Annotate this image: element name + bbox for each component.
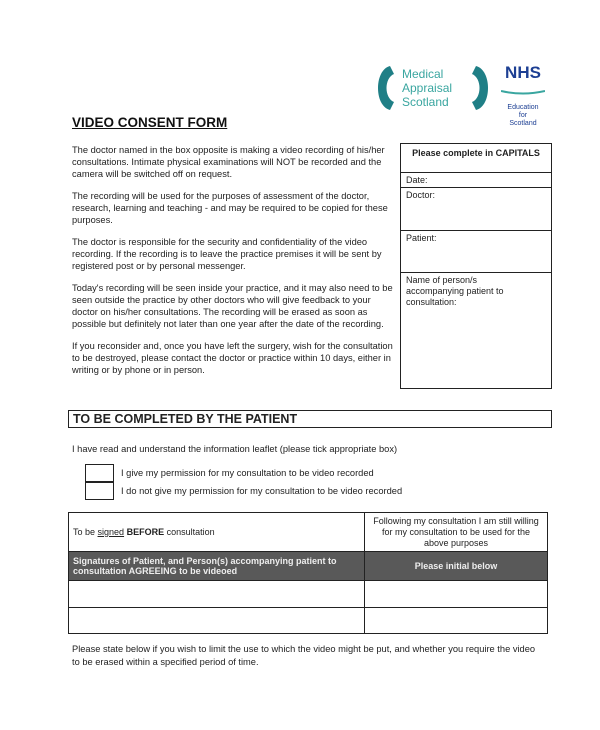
initial-field[interactable]	[365, 608, 548, 634]
initial-header: Please initial below	[365, 552, 548, 581]
nhs-sub: Education	[507, 104, 539, 111]
permission-label: I give my permission for my consultation to be video recorded	[121, 468, 374, 478]
limit-use-text: Please state below if you wish to limit the use to which the video might be put, and whether you require the video to be erased within a specified period of time.	[72, 644, 536, 667]
paragraph: The doctor named in the box opposite is making a video recording of his/her consultations. Intimate physical examinations will NOT be recorded and the camera will be switched off on request.	[72, 145, 385, 179]
intro-text	[72, 144, 397, 386]
logo-line: Scotland	[402, 95, 449, 109]
signature-field[interactable]	[69, 608, 365, 634]
page-title: VIDEO CONSENT FORM	[72, 115, 228, 130]
details-box	[400, 143, 552, 389]
text: BEFORE	[124, 527, 165, 537]
nhs-sub: for	[518, 112, 528, 119]
paragraph: If you reconsider and, once you have left the surgery, wish for the consultation to be destroyed, please contact the doctor or practice within 10 days, either in writing or by phone or in person.	[72, 341, 393, 375]
details-header: Please complete in CAPITALS	[401, 144, 551, 173]
signature-table	[68, 512, 548, 634]
before-cell	[69, 513, 365, 552]
nhs-text: NHS	[505, 63, 541, 82]
signatures-header: Signatures of Patient, and Person(s) accompanying patient to consultation AGREEING to be videoed	[69, 552, 365, 581]
section-title: TO BE COMPLETED BY THE PATIENT	[68, 410, 552, 428]
paragraph: The doctor is responsible for the security and confidentiality of the video recording. If the recording is to leave the practice premises it will be sent by registered post or by personal messenger.	[72, 237, 382, 271]
text: consultation	[164, 527, 215, 537]
doctor-field[interactable]: Doctor:	[401, 188, 551, 231]
following-cell: Following my consultation I am still willing for my consultation to be used for the above purposes	[365, 513, 548, 552]
signature-field[interactable]	[69, 581, 365, 608]
accompanying-field[interactable]: Name of person/s accompanying patient to consultation:	[406, 275, 504, 307]
read-statement: I have read and understand the information leaflet (please tick appropriate box)	[72, 444, 398, 454]
date-field[interactable]: Date:	[401, 173, 551, 188]
initial-field[interactable]	[365, 581, 548, 608]
patient-field[interactable]: Patient:	[401, 231, 551, 273]
text: signed	[97, 527, 125, 537]
nhs-sub: Scotland	[509, 120, 537, 127]
nhs-swoosh-icon	[501, 90, 545, 95]
paragraph: The recording will be used for the purposes of assessment of the doctor, research, learning and teaching - and may be required to be copied for these purposes.	[72, 191, 388, 225]
logo-text	[402, 67, 452, 109]
no-permission-label: I do not give my permission for my consultation to be video recorded	[121, 486, 403, 496]
nhs-logo	[498, 64, 548, 128]
text: To be	[73, 527, 98, 537]
permission-checkbox[interactable]	[85, 464, 114, 482]
paragraph: Today's recording will be seen inside your practice, and it may also need to be seen outside the practice by other doctors who will give feedback to your doctor on his/her consultations. The recording will be erased as soon as possible but definitely not later than one year after the date of the recording.	[72, 283, 393, 329]
no-permission-checkbox[interactable]	[85, 482, 114, 500]
logo-line: Medical	[402, 67, 444, 81]
logo-line: Appraisal	[402, 81, 453, 95]
